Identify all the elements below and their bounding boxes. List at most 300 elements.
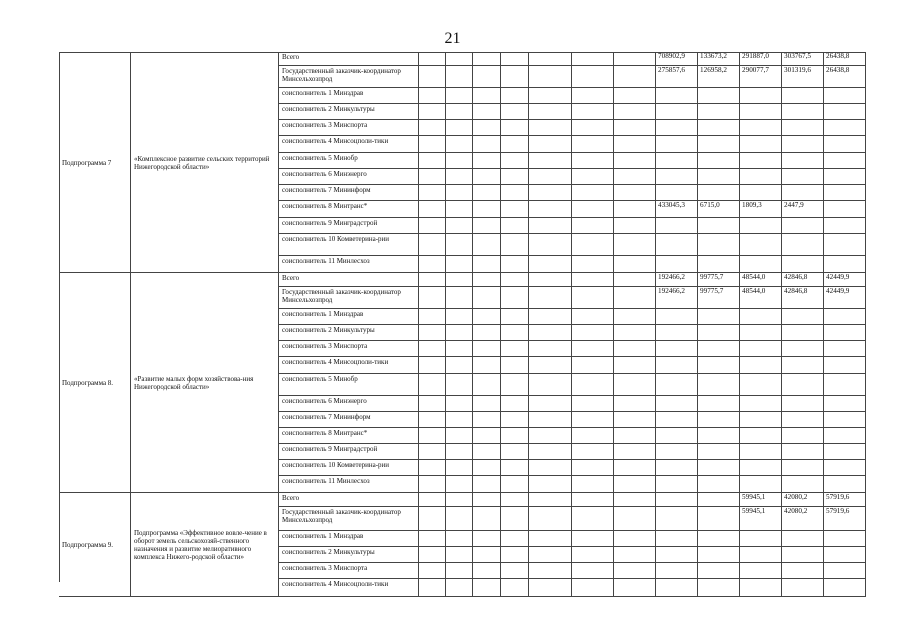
value-cell: [529, 256, 572, 273]
value-cell: 99775,7: [698, 287, 740, 309]
executor-cell: соисполнитель 4 Минсоцполи-тики: [279, 579, 419, 597]
value-cell: [572, 547, 614, 563]
value-cell: [614, 88, 656, 104]
value-cell: [824, 325, 866, 341]
value-cell: [446, 256, 473, 273]
value-cell: [824, 234, 866, 256]
value-cell: [419, 52, 446, 66]
value-cell: [473, 234, 501, 256]
value-cell: [572, 444, 614, 460]
value-cell: [572, 428, 614, 444]
executor-cell: Всего: [279, 493, 419, 507]
executor-cell: соисполнитель 4 Минсоцполи-тики: [279, 357, 419, 374]
value-cell: [419, 136, 446, 153]
value-cell: [501, 428, 529, 444]
executor-cell: соисполнитель 7 Мининформ: [279, 412, 419, 428]
value-cell: [740, 169, 782, 185]
value-cell: [572, 120, 614, 136]
value-cell: [614, 563, 656, 579]
value-cell: [614, 428, 656, 444]
value-cell: [446, 325, 473, 341]
value-cell: [446, 287, 473, 309]
value-cell: [782, 218, 824, 234]
value-cell: [782, 153, 824, 169]
value-cell: [614, 287, 656, 309]
executor-cell: соисполнитель 3 Минспорта: [279, 120, 419, 136]
value-cell: [698, 476, 740, 493]
value-cell: [698, 153, 740, 169]
value-cell: [501, 52, 529, 66]
value-cell: [614, 547, 656, 563]
value-cell: [782, 169, 824, 185]
value-cell: [656, 256, 698, 273]
program-name-cell: Подпрограмма 9.: [59, 493, 131, 597]
value-cell: [614, 579, 656, 597]
value-cell: [501, 273, 529, 287]
value-cell: [782, 104, 824, 120]
value-cell: 708902,9: [656, 52, 698, 66]
executor-cell: соисполнитель 5 Минобр: [279, 374, 419, 396]
value-cell: 57919,6: [824, 507, 866, 531]
value-cell: [446, 476, 473, 493]
value-cell: [782, 256, 824, 273]
value-cell: [824, 169, 866, 185]
value-cell: [782, 563, 824, 579]
value-cell: [446, 66, 473, 88]
value-cell: [529, 357, 572, 374]
value-cell: [473, 396, 501, 412]
value-cell: [656, 412, 698, 428]
value-cell: [740, 374, 782, 396]
value-cell: [614, 104, 656, 120]
value-cell: 59945,1: [740, 507, 782, 531]
value-cell: [698, 234, 740, 256]
value-cell: [572, 153, 614, 169]
value-cell: [446, 396, 473, 412]
value-cell: [529, 136, 572, 153]
value-cell: [740, 531, 782, 547]
value-cell: [782, 476, 824, 493]
value-cell: [529, 201, 572, 218]
executor-cell: соисполнитель 8 Минтранс*: [279, 428, 419, 444]
value-cell: [572, 66, 614, 88]
value-cell: [698, 460, 740, 476]
value-cell: [446, 104, 473, 120]
value-cell: [446, 493, 473, 507]
value-cell: [572, 234, 614, 256]
value-cell: 42846,8: [782, 287, 824, 309]
value-cell: [501, 88, 529, 104]
value-cell: [501, 476, 529, 493]
value-cell: [446, 507, 473, 531]
value-cell: [529, 52, 572, 66]
value-cell: [824, 531, 866, 547]
value-cell: [614, 256, 656, 273]
value-cell: [473, 374, 501, 396]
value-cell: [614, 218, 656, 234]
value-cell: [572, 52, 614, 66]
value-cell: [501, 66, 529, 88]
executor-cell: соисполнитель 10 Комветерина-рии: [279, 460, 419, 476]
value-cell: [419, 273, 446, 287]
value-cell: [446, 428, 473, 444]
value-cell: [824, 357, 866, 374]
program-title-cell: «Комплексное развитие сельских территорий Нижегородской области»: [131, 52, 279, 273]
value-cell: [501, 563, 529, 579]
value-cell: [614, 412, 656, 428]
value-cell: [419, 169, 446, 185]
value-cell: [740, 325, 782, 341]
value-cell: [419, 493, 446, 507]
value-cell: [501, 531, 529, 547]
value-cell: [614, 201, 656, 218]
value-cell: [824, 374, 866, 396]
value-cell: 42080,2: [782, 493, 824, 507]
executor-cell: соисполнитель 6 Минэнерго: [279, 169, 419, 185]
value-cell: [446, 88, 473, 104]
value-cell: [501, 234, 529, 256]
value-cell: [501, 120, 529, 136]
value-cell: 42080,2: [782, 507, 824, 531]
executor-cell: соисполнитель 9 Минградстрой: [279, 444, 419, 460]
value-cell: [419, 412, 446, 428]
program-name-cell: Подпрограмма 8.: [59, 273, 131, 493]
value-cell: [698, 507, 740, 531]
value-cell: [419, 185, 446, 201]
value-cell: [473, 153, 501, 169]
value-cell: [656, 547, 698, 563]
value-cell: [782, 185, 824, 201]
value-cell: [446, 444, 473, 460]
value-cell: [740, 153, 782, 169]
value-cell: 42449,9: [824, 287, 866, 309]
value-cell: [529, 460, 572, 476]
executor-cell: соисполнитель 9 Минградстрой: [279, 218, 419, 234]
value-cell: [572, 287, 614, 309]
value-cell: [656, 444, 698, 460]
value-cell: [740, 476, 782, 493]
value-cell: [698, 218, 740, 234]
value-cell: [782, 88, 824, 104]
value-cell: [782, 460, 824, 476]
value-cell: [501, 153, 529, 169]
value-cell: [529, 309, 572, 325]
value-cell: [614, 185, 656, 201]
value-cell: [656, 325, 698, 341]
value-cell: [656, 120, 698, 136]
value-cell: 301319,6: [782, 66, 824, 88]
executor-cell: соисполнитель 3 Минспорта: [279, 563, 419, 579]
value-cell: [473, 547, 501, 563]
value-cell: [614, 396, 656, 412]
value-cell: [529, 325, 572, 341]
value-cell: [572, 374, 614, 396]
value-cell: [824, 104, 866, 120]
value-cell: [698, 341, 740, 357]
value-cell: [782, 428, 824, 444]
value-cell: [656, 88, 698, 104]
value-cell: [419, 396, 446, 412]
value-cell: [824, 256, 866, 273]
value-cell: [419, 325, 446, 341]
value-cell: [529, 531, 572, 547]
value-cell: [698, 374, 740, 396]
value-cell: [419, 218, 446, 234]
value-cell: [656, 460, 698, 476]
value-cell: [614, 325, 656, 341]
executor-cell: Всего: [279, 273, 419, 287]
program-title-cell: «Развитие малых форм хозяйствова-ния Нижегородской области»: [131, 273, 279, 493]
value-cell: [656, 476, 698, 493]
value-cell: [698, 563, 740, 579]
executor-cell: соисполнитель 2 Минкультуры: [279, 547, 419, 563]
value-cell: [656, 507, 698, 531]
value-cell: [614, 374, 656, 396]
value-cell: [529, 476, 572, 493]
value-cell: [529, 444, 572, 460]
executor-cell: Всего: [279, 52, 419, 66]
value-cell: [501, 547, 529, 563]
value-cell: [824, 309, 866, 325]
value-cell: [656, 218, 698, 234]
value-cell: [782, 531, 824, 547]
value-cell: [473, 273, 501, 287]
value-cell: [656, 234, 698, 256]
value-cell: [529, 88, 572, 104]
value-cell: [501, 309, 529, 325]
value-cell: [473, 120, 501, 136]
value-cell: [501, 460, 529, 476]
value-cell: [529, 120, 572, 136]
value-cell: [698, 396, 740, 412]
value-cell: [501, 185, 529, 201]
value-cell: [501, 104, 529, 120]
value-cell: [740, 563, 782, 579]
value-cell: [824, 201, 866, 218]
value-cell: [740, 104, 782, 120]
value-cell: [740, 341, 782, 357]
value-cell: [740, 396, 782, 412]
value-cell: [740, 412, 782, 428]
value-cell: [824, 476, 866, 493]
value-cell: [446, 579, 473, 597]
value-cell: [572, 493, 614, 507]
value-cell: 48544,0: [740, 273, 782, 287]
value-cell: [501, 374, 529, 396]
value-cell: [501, 201, 529, 218]
value-cell: [824, 120, 866, 136]
value-cell: [782, 341, 824, 357]
value-cell: 42449,9: [824, 273, 866, 287]
value-cell: [446, 153, 473, 169]
value-cell: [698, 493, 740, 507]
value-cell: [446, 201, 473, 218]
value-cell: [501, 357, 529, 374]
value-cell: [698, 309, 740, 325]
value-cell: [473, 460, 501, 476]
value-cell: [782, 579, 824, 597]
value-cell: 57919,6: [824, 493, 866, 507]
value-cell: [698, 531, 740, 547]
value-cell: [698, 412, 740, 428]
value-cell: [656, 309, 698, 325]
value-cell: [446, 341, 473, 357]
value-cell: [446, 136, 473, 153]
executor-cell: соисполнитель 1 Минздрав: [279, 531, 419, 547]
value-cell: [529, 493, 572, 507]
value-cell: [572, 507, 614, 531]
value-cell: [614, 136, 656, 153]
value-cell: 42846,8: [782, 273, 824, 287]
value-cell: [473, 444, 501, 460]
value-cell: [529, 341, 572, 357]
value-cell: [529, 218, 572, 234]
value-cell: [501, 412, 529, 428]
value-cell: [529, 287, 572, 309]
value-cell: [572, 325, 614, 341]
value-cell: [529, 563, 572, 579]
value-cell: [473, 309, 501, 325]
value-cell: [473, 52, 501, 66]
value-cell: [782, 325, 824, 341]
value-cell: [529, 104, 572, 120]
value-cell: [698, 120, 740, 136]
executor-cell: соисполнитель 7 Мининформ: [279, 185, 419, 201]
value-cell: [740, 444, 782, 460]
value-cell: [529, 234, 572, 256]
value-cell: [740, 579, 782, 597]
program-name-cell: Подпрограмма 7: [59, 52, 131, 273]
value-cell: [740, 185, 782, 201]
value-cell: [698, 169, 740, 185]
executor-cell: Государственный заказчик-координатор Минсельхозпрод: [279, 287, 419, 309]
value-cell: [656, 185, 698, 201]
value-cell: [501, 136, 529, 153]
value-cell: [419, 104, 446, 120]
value-cell: 26438,8: [824, 66, 866, 88]
value-cell: [824, 547, 866, 563]
value-cell: [446, 412, 473, 428]
executor-cell: соисполнитель 4 Минсоцполи-тики: [279, 136, 419, 153]
value-cell: [614, 476, 656, 493]
value-cell: 6715,0: [698, 201, 740, 218]
budget-table: [59, 52, 866, 588]
value-cell: [501, 579, 529, 597]
value-cell: [740, 428, 782, 444]
value-cell: [529, 428, 572, 444]
value-cell: [501, 256, 529, 273]
executor-cell: соисполнитель 2 Минкультуры: [279, 104, 419, 120]
value-cell: [782, 374, 824, 396]
value-cell: [473, 104, 501, 120]
value-cell: 126958,2: [698, 66, 740, 88]
value-cell: [698, 325, 740, 341]
value-cell: [572, 256, 614, 273]
value-cell: [740, 136, 782, 153]
value-cell: [614, 309, 656, 325]
value-cell: [782, 309, 824, 325]
value-cell: [419, 444, 446, 460]
value-cell: [656, 396, 698, 412]
value-cell: [501, 493, 529, 507]
value-cell: [740, 460, 782, 476]
value-cell: [446, 531, 473, 547]
value-cell: [824, 563, 866, 579]
value-cell: 59945,1: [740, 493, 782, 507]
value-cell: 26438,8: [824, 52, 866, 66]
value-cell: [473, 357, 501, 374]
executor-cell: Государственный заказчик-координатор Минсельхозпрод: [279, 66, 419, 88]
value-cell: [614, 169, 656, 185]
value-cell: [614, 234, 656, 256]
value-cell: [698, 579, 740, 597]
value-cell: [446, 120, 473, 136]
value-cell: [572, 104, 614, 120]
value-cell: [473, 563, 501, 579]
value-cell: 192466,2: [656, 273, 698, 287]
value-cell: [572, 563, 614, 579]
value-cell: [740, 120, 782, 136]
value-cell: [501, 169, 529, 185]
value-cell: [501, 396, 529, 412]
value-cell: [614, 120, 656, 136]
value-cell: 48544,0: [740, 287, 782, 309]
value-cell: [419, 153, 446, 169]
value-cell: [740, 88, 782, 104]
value-cell: [824, 136, 866, 153]
executor-cell: соисполнитель 8 Минтранс*: [279, 201, 419, 218]
value-cell: [782, 234, 824, 256]
value-cell: [446, 374, 473, 396]
value-cell: [572, 341, 614, 357]
value-cell: [446, 273, 473, 287]
value-cell: [614, 153, 656, 169]
value-cell: [529, 507, 572, 531]
value-cell: [572, 396, 614, 412]
executor-cell: соисполнитель 11 Минлесхоз: [279, 256, 419, 273]
executor-cell: соисполнитель 1 Минздрав: [279, 309, 419, 325]
value-cell: [572, 273, 614, 287]
value-cell: [529, 547, 572, 563]
value-cell: [572, 88, 614, 104]
value-cell: [824, 153, 866, 169]
value-cell: [446, 357, 473, 374]
value-cell: [419, 579, 446, 597]
value-cell: [419, 531, 446, 547]
value-cell: [740, 218, 782, 234]
value-cell: [473, 256, 501, 273]
value-cell: [501, 287, 529, 309]
value-cell: [529, 396, 572, 412]
value-cell: [698, 444, 740, 460]
value-cell: [473, 476, 501, 493]
value-cell: [614, 52, 656, 66]
executor-cell: Государственный заказчик-координатор Минсельхозпрод: [279, 507, 419, 531]
value-cell: 2447,9: [782, 201, 824, 218]
value-cell: [572, 579, 614, 597]
value-cell: [473, 185, 501, 201]
value-cell: [656, 374, 698, 396]
value-cell: [740, 256, 782, 273]
value-cell: [473, 325, 501, 341]
value-cell: [572, 309, 614, 325]
value-cell: [419, 476, 446, 493]
value-cell: [614, 507, 656, 531]
value-cell: [782, 396, 824, 412]
value-cell: 192466,2: [656, 287, 698, 309]
value-cell: [614, 273, 656, 287]
value-cell: [473, 287, 501, 309]
